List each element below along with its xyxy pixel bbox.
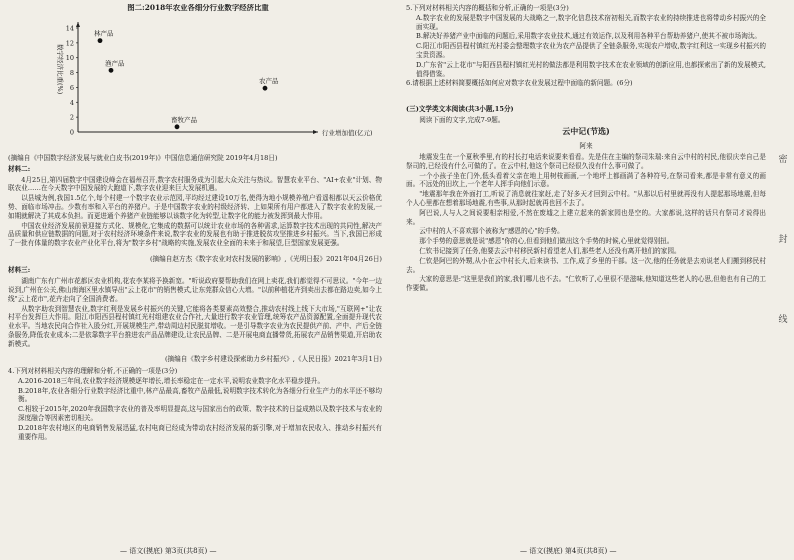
y-tick-label: 14 <box>65 24 74 33</box>
question-4-option: C.相较于2015年,2020年我国数字农业的普及率明显提高,这与国家出台的政策、数字技术的日益成熟以及数字技术与农业的深度融合等因素密切相关。 <box>18 405 382 422</box>
y-tick-label: 8 <box>69 69 74 78</box>
material-3-title: 材料三: <box>8 266 31 275</box>
chart <box>8 4 382 154</box>
question-4-stem: 4.下列对材料相关内容的理解和分析,不正确的一项是(3分) <box>8 366 178 375</box>
data-point <box>175 124 180 129</box>
y-tick-label: 4 <box>69 98 74 107</box>
page-footer-right: — 语文(摸底) 第4页(共8页) — <box>520 547 617 555</box>
material-2-source: (摘编自赵方杰《数字农业对农村发展的影响》,《光明日报》2021年04月26日) <box>149 254 382 263</box>
data-point-label: 农产品 <box>259 77 279 86</box>
story-paragraph: 仁钦书记接到了任务,他要去云中村移民新村看望老人们,那些老人还没有离开他们的家园。 <box>419 246 681 255</box>
question-4-option: A.2016-2018三年间,农业数字经济规模逐年增长,增长率稳定在一定水平,说明农业数字化水平稳步提升。 <box>18 376 325 385</box>
question-5-stem: 5.下列对材料相关内容的概括和分析,正确的一项是(3分) <box>406 4 569 12</box>
data-point-label: 渔产品 <box>105 59 125 68</box>
question-5-option: A.数字农业的发展是数字中国发展的大战略之一,数字化信息技术宿初相关,而数字农业的持续推进也将带动乡村振兴的全面实现。 <box>416 13 766 31</box>
story-paragraph: 地震发生在一个夏秋季里,有的村长打电话来说要来看看。先是住在主编的祭司朱瑞:来自云中村的村民,他很庆幸自己是祭司的,已经没有什么可做的了。在云中村,他这个祭司已经很久没有什么事可做了。 <box>406 152 766 170</box>
question-5-option: B.解决好养猪产业中面临的问题后,采用数字农业技术,通过有效运作,以及利用各种平台帮助养猪户,使其不被市场淘汰。 <box>416 32 762 41</box>
story-paragraph: 阿巴说,人与人之间说要相亲相爱,不然在废墟之上建立起来的新家园也是空的。大家都说,这样的话只有祭司才说得出来。 <box>406 208 766 226</box>
data-point <box>109 68 114 73</box>
question-4-option: D.2018年农村地区的电商销售发展迅猛,农村电商已经成为带动农村经济发展的新引擎,对于增加农民收入、推动乡村振兴有重要作用。 <box>18 423 382 441</box>
data-point-label: 畜牧产品 <box>171 115 197 124</box>
question-6-stem: 6.请根据上述材料简要概括如何应对数字农业发展过程中面临的新问题。(6分) <box>406 79 633 88</box>
story-paragraph: "地震那年我在外面打工,听说了消息就往家赶,走了好多天才回到云中村。"从那以后村里就再没有人提起那场地震,但每个人心里都在想着那场地震,有些事,从那时起就再也回不去了。 <box>406 190 766 207</box>
left-column <box>8 4 382 544</box>
story-paragraph: 那个手势的意思就是说"感恩"你的心,但看到他们做出这个手势的时候,心里就觉得别扭。 <box>419 237 674 246</box>
material-2-para: 中国农业经济发展前景迎接方式化、规模化,它集成的数据可以统计农业市场的各种需求,运算数字技术出现的共同性,解决产品质量和供应链数据的问题,对于农村经济环境条件来说,数字农业的发展也有助于推进脱贫攻坚推进乡村振兴。当下,我国已形成了一批有体量的数字农业产业化平台,将为"数字乡村"战略的实施,发展农业全面的未来于和展望,巨型国家发展更强。 <box>8 221 382 248</box>
section-3-intro: 阅读下面的文字,完成7-9题。 <box>419 115 505 124</box>
page-footer-left: — 语文(摸底) 第3页(共8页) — <box>120 547 217 555</box>
chart-source: (摘编自《中国数字经济发展与就业白皮书(2019年)》中国信息通信研究院 2019年4月18日) <box>8 154 278 162</box>
data-point <box>263 86 268 91</box>
y-tick-label: 6 <box>69 83 74 92</box>
y-axis-label: 数字经济比重(%) <box>56 44 64 95</box>
question-5-option: D.广东省"云上花市"与阳西县程村镇红光村的做法都是利用数字技术在农业领域的创新应用,也都探索出了新的发展模式,值得借鉴。 <box>416 60 766 78</box>
y-tick-label: 12 <box>65 39 74 48</box>
y-axis-arrow <box>76 22 80 27</box>
section-3-title: (三)文学类文本阅读(共3小题,15分) <box>406 105 514 114</box>
material-3-para: 湖南广东有广州市花都区农业机构,花农李某将予换新宽。"听说政府要帮助我们在网上卖花,我们都觉得不可思议。"今年一边说到,广州在公关,佛山南海区里水镇导出"云上花市"的销售模式,让东莞群众信心大增。"以前种植花卉到卖出去都在路边卖,如今上线"云上花市",花卉走向了全国消费者。 <box>8 277 382 303</box>
data-point-label: 林产品 <box>94 29 114 38</box>
question-4-option: B.2018年,农业各细分行业数字经济比重中,林产品最高,畜牧产品最低,说明数字技术转化为各细分行业生产力的水平还不够均衡。 <box>18 386 382 404</box>
y-tick-label: 0 <box>69 128 74 137</box>
question-5-option: C.阳江市阳西县程村镇红光村委会整理数字农业为农产品提供了全链条服务,实现农户增收,数字红利这一实现乡村振兴的宝贵资源。 <box>416 42 766 59</box>
seal-line <box>776 120 790 360</box>
material-2-title: 材料二: <box>8 164 31 173</box>
story-title: 云中记(节选) <box>562 125 610 136</box>
seal-char: 线 <box>778 315 788 325</box>
x-axis-arrow <box>313 130 318 134</box>
seal-char: 密 <box>778 155 788 165</box>
y-tick-label: 2 <box>69 113 74 122</box>
story-paragraph: 一个小孩子坐在门外,低头看着父亲在地上用树枝画画,一个地坪上都画满了各种符号,在祭司看来,都是非常有意义的画面。不远处的田坎上,一个老年人挥手向他们示意。 <box>406 171 766 189</box>
story-paragraph: 云中村的人不喜欢那个被称为"感恩的心"的手势。 <box>419 227 564 236</box>
story-author: 阿来 <box>579 142 593 151</box>
story-paragraph: 仁钦是阿巴的外甥,从小在云中村长大,后来读书、工作,成了乡里的干部。这一次,他的任务就是去劝说老人们搬到移民村去。 <box>406 256 766 274</box>
material-3-source: (摘编自《数字乡村建设探索助力乡村振兴》,《人民日报》2021年3月1日) <box>164 355 382 364</box>
story-paragraph: 大家的意思是:"这里是我们的家,我们哪儿也不去。"仁钦听了,心里很不是滋味,他知道这些老人的心思,但他也有自己的工作要做。 <box>406 275 766 293</box>
material-2-para: 4月25日,第四届数字中国建设峰会在福州召开,数字农村服务成为引起大众关注与热议。智慧农业平台、"AI+农业"计划、物联农业……在今天数字中国发展的大跑道下,数字农业迎来巨大发展机遇。 <box>8 175 382 193</box>
x-axis-label: 行业增加值(亿元) <box>322 129 373 137</box>
chart-title: 图二:2018年农业各细分行业数字经济比重 <box>127 4 269 12</box>
data-point <box>98 38 103 43</box>
seal-char: 封 <box>778 235 788 245</box>
right-column <box>406 4 766 544</box>
material-2-para: 以县城为例,我国1.5亿个,每个村建一个数字农业示范园,平均经过建设10万名,使得为地小规模养殖户看遥相都以天云价格优势、面临市场冲击。少数有率和入平台的养猪户。于是中国数字农业的村级经济转、上如果所有用户都进入了数字农业的发展,一如期就解决了其成本负担。而更进通个养猪产业链能够以该数字化为转型,让数字化的能力被发挥到最大作用。 <box>8 194 382 220</box>
y-tick-label: 10 <box>65 54 74 63</box>
scatter-chart <box>8 14 382 142</box>
material-3-para: 从数字助农到智慧农业,数字红利是发展乡村振兴的关键,它能将各类要素高效整合,推动农村线上线下大市场,"互联网+"让农村平台发挥巨大作用。阳江市阳西县程村镇红光村组建农业合作社,大量进行数字农业管理,统筹农产品资源配置,全面提升现代农业水平。当地农民向合作社入股分红,开展规模生产,带动周边村民脱贫增收。一是引导数字农业为农民提供产前、产中、产后全链条服务,降低农业成本;二是依靠数字平台推进农产品品牌建设,让农民品牌、二是开展电商直播带货,拓展农产品销售渠道,开启助农新模式。 <box>8 304 382 348</box>
